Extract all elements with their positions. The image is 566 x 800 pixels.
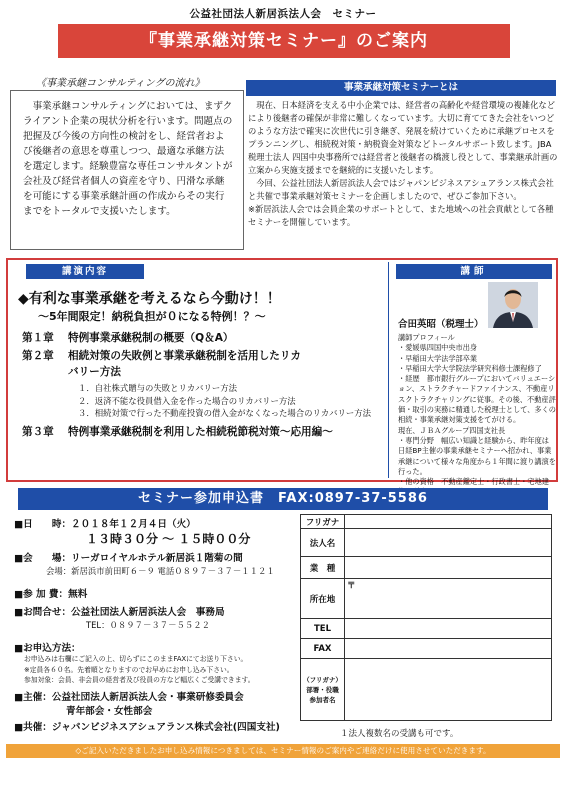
attendee-label: [301, 659, 345, 721]
organizer-line: 公益社団法人新居浜法人会 セミナー: [189, 8, 377, 20]
application-form: [300, 514, 552, 721]
furigana-label: フリガナ: [301, 515, 345, 529]
contact-tel: TEL：０８９７－３７－５５２２: [86, 620, 210, 630]
chapter-2-item: ３．相続対策で行った不動産投資の借入金がなくなった場合のリカバリー方法: [78, 408, 372, 418]
profile-line: ・経歴 都市銀行グループにおいてバリュエーション、ストラクチャードファイナンス、不動産リスクトラクチャリングに従事。その後、不動産評価・取引の実務に精通した税理士として、多くの相続・事業承継対策支援をてがける。: [398, 374, 556, 425]
venue-address: 会場：新居浜市前田町６－９ 電話０８９７－３７－１１２１: [46, 566, 275, 576]
chapter-number: 第２章: [22, 350, 54, 362]
tel-label: TEL: [301, 619, 345, 639]
chapter-title: 特例事業承継税制の概要（Q＆A）: [68, 332, 234, 344]
postal-mark: 〒: [347, 581, 356, 591]
consulting-flow-title: 《事業承継コンサルティングの流れ》: [36, 78, 205, 89]
profile-line: ・早稲田大学大学院法学研究科修士課程修了: [398, 363, 542, 373]
profile-line: 現在、ＪＢＡグループ四国支社長: [398, 425, 506, 435]
venue-label: ■会 場：: [14, 553, 72, 564]
method-line: お申込みは右欄にご記入の上、切らずにこのままFAXにてお送り下さい。: [24, 655, 248, 663]
application-header: セミナー参加申込書 FAX:0897-37-5586: [18, 488, 548, 510]
contact-row: [14, 604, 304, 618]
host-label: ■主催：: [14, 692, 52, 703]
cohost-label: ■共催：: [14, 722, 52, 733]
cohost-name: ジャパンビジネスアシュアランス株式会社(四国支社): [51, 722, 280, 733]
corp-name-field[interactable]: [345, 529, 552, 557]
about-seminar-header: 事業承継対策セミナーとは: [246, 80, 556, 96]
tel-field[interactable]: [345, 619, 552, 639]
host-row: [14, 689, 304, 703]
chapter-2-item: ２．返済不能な役員借入金を作った場合のリカバリー方法: [78, 395, 296, 406]
contact-label: ■お問合せ：: [14, 607, 72, 618]
chapter-3: [22, 424, 384, 440]
venue-row: [14, 550, 304, 564]
chapter-1: [22, 330, 384, 346]
chapter-2-items: [78, 382, 378, 420]
method-lines: [24, 654, 300, 686]
host-sub: 青年部会・女性部会: [66, 706, 153, 717]
chapter-number: 第１章: [22, 332, 54, 344]
fee-row: [14, 586, 304, 600]
contact-name: 公益社団法人新居浜法人会 事務局: [71, 607, 225, 618]
profile-line: 講師プロフィール: [398, 333, 455, 342]
chapter-number: 第３章: [22, 425, 54, 438]
venue-name: リーガロイヤルホテル新居浜１階菊の間: [71, 553, 243, 564]
lecture-header: 講演内容: [26, 264, 144, 279]
speaker-header: 講師: [396, 264, 552, 279]
event-time: １３時３０分 ～ １５時００分: [86, 532, 251, 546]
about-paragraph-1: 現在、日本経済を支える中小企業では、経営者の高齢化や経営環境の複雑化などにより後継者の確保が非常に難しくなっています。大切に育ててきた会社をいつどのような方法で確実に次世代に引き継ぎ、発展を続けていくために承継プロセスをプランニングし、相続税対策・納税資金対策などトータルサポート致します。JBA税理士法人 四国中央事務所では経営者と後継者の橋渡し役として、事業継承計画の立案から実施支援までを継続的に支援いたします。: [248, 100, 558, 175]
fee-label: ■参 加 費：: [14, 589, 69, 600]
lecture-chapter-list: [22, 330, 384, 440]
lecture-main-heading: ◆有利な事業承継を考えるなら今動け！！: [18, 291, 281, 307]
speaker-name: 合田英昭（税理士）: [398, 319, 484, 330]
corp-name-label: 法人名: [301, 529, 345, 557]
attendee-dept: 部署・役職: [306, 685, 339, 694]
profile-line: ・早稲田大学法学部卒業: [398, 353, 478, 363]
fax-field[interactable]: [345, 639, 552, 659]
address-label: 所在地: [301, 579, 345, 619]
chapter-title: 特例事業承継税制を利用した相続税節税対策～応用編～: [68, 425, 333, 438]
about-paragraph-2: 今回、公益社団法人新居浜法人会ではジャパンビジネスアシュアランス株式会社と共催で事業承継対策セミナーを企画しましたので、ぜひご参加下さい。: [248, 178, 554, 201]
page-title: 『事業承継対策セミナー』のご案内: [58, 24, 510, 58]
industry-field[interactable]: [345, 557, 552, 579]
date-label: ■日 時：: [14, 519, 72, 530]
about-seminar-body: [248, 99, 558, 229]
furigana-field[interactable]: [345, 515, 552, 529]
chapter-title: 相続対策の失敗例と事業承継税制を活用したリカバリー方法: [68, 350, 301, 378]
profile-line: ・愛媛県四国中央市出身: [398, 343, 478, 353]
consulting-flow-body: 事業承継コンサルティングにおいては、まずクライアント企業の現状分析を行います。問題点の把握及び今後の方向性の検討をし、経営者および後継者の意思を尊重しつつ、最適な承継方法を選定します。経験豊富な専任コンサルタントが会社及び経営者個人の資産を守り、円滑な承継を可能にする事業承継計画の作成からその実行までをトータルで支援いたします。: [23, 101, 233, 217]
speaker-profile: [398, 333, 556, 498]
profile-line: ・他の資格 不動産鑑定士・行政書士・宅地建: [398, 477, 549, 487]
privacy-notice: ◇ご記入いただきましたお申し込み情報につきましては、セミナー情報のご案内やご連絡だけに使用させていただきます。: [6, 744, 560, 758]
speaker-photo: [488, 282, 538, 328]
attendee-field[interactable]: [345, 659, 552, 721]
about-paragraph-3: ※新居浜法人会では会員企業のサポートとして、また地域への社会貢献として各種セミナーを開催しています。: [248, 204, 554, 227]
attendee-name: 参加者名: [309, 695, 336, 704]
fax-label: FAX: [301, 639, 345, 659]
industry-label: 業 種: [301, 557, 345, 579]
chapter-2-item: １．自社株式贈与の失敗とリカバリー方法: [78, 383, 238, 393]
fee-value: 無料: [68, 589, 88, 600]
lecture-sub-heading: ～5年間限定！納税負担が０になる特例！？～: [38, 310, 266, 323]
event-date-row: [14, 516, 304, 530]
address-field[interactable]: [345, 579, 552, 619]
section-divider: [388, 262, 389, 478]
profile-line: ・専門分野 幅広い知識と経験から、昨年度は日経BP主催の事業承継セミナーへ招かれ、事業承継について様々な角度から１年間に渡り講演を行った。: [398, 435, 556, 476]
method-label: ■お申込方法：: [14, 643, 81, 654]
method-line: ※定員各６０名。先着順となりますのでお早めにお申し込み下さい。: [24, 665, 234, 674]
chapter-2: [22, 348, 384, 380]
host-name: 公益社団法人新居浜法人会・事業研修委員会: [51, 692, 244, 703]
form-note: １法人複数名の受講も可です。: [340, 729, 459, 739]
speaker-portrait-icon: [488, 282, 538, 328]
method-line: 参加対象：会員、非会員の経営者及び役員の方など幅広くご受講できます。: [24, 676, 255, 684]
cohost-row: [14, 719, 304, 733]
event-date: ２０１８年１２月４日（火）: [71, 519, 196, 530]
consulting-flow-box: [10, 90, 244, 250]
attendee-furigana: （フリガナ）: [303, 675, 342, 684]
